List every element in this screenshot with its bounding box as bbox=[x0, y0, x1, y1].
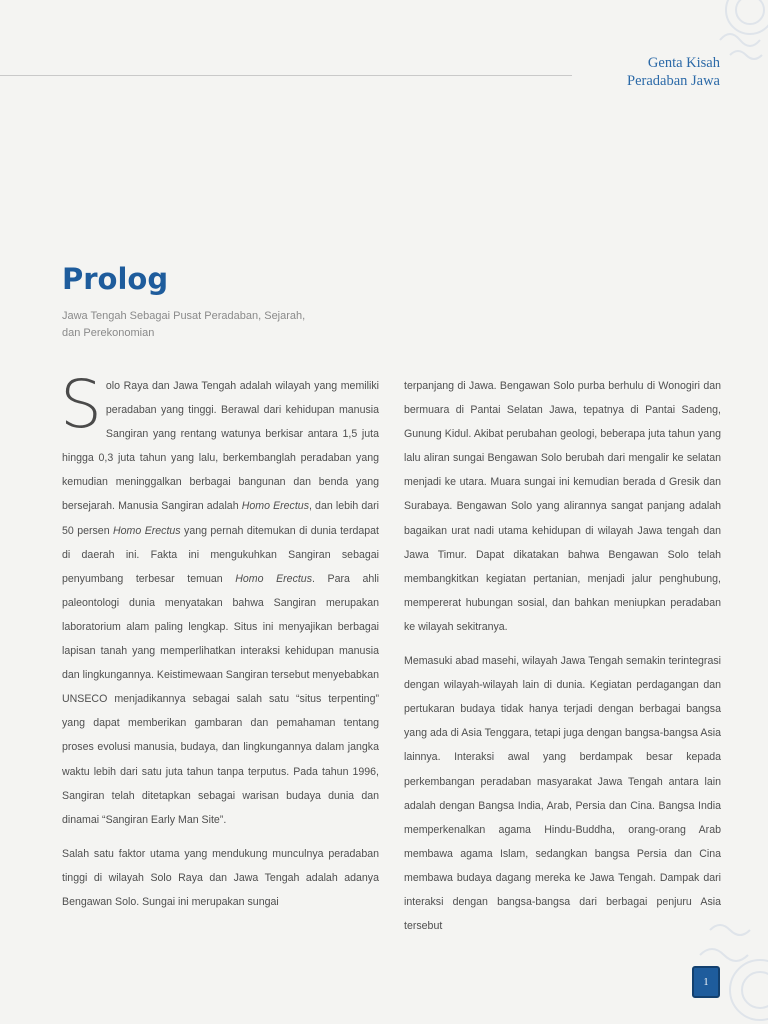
header-rule bbox=[0, 75, 572, 76]
right-paragraph-1: terpanjang di Jawa. Bengawan Solo purba berhulu di Wonogiri dan bermuara di Pantai Selatan Jawa, tepatnya di Pantai Sadeng, Gunung Kidul. Akibat perubahan geologi, beberapa juta tahun yang lalu aliran sungai Bengawan Solo berubah dari mengalir ke selatan menjadi ke utara. Muara sungai ini kemudian berada d Gresik dan Surabaya. Bengawan Solo yang alirannya sangat panjang adalah bagaikan urat nadi utama kehidupan di wilayah Jawa tengah dan Jawa Timur. Dapat dikatakan bahwa Bengawan Solo telah membangkitkan kegiatan pertanian, menjadi jalur penghubung, mempererat hubungan sosial, dan bahkan meniupkan peradaban ke wilayah sekitranya. bbox=[404, 380, 721, 633]
drop-cap: S bbox=[60, 366, 102, 443]
right-column bbox=[404, 374, 721, 948]
right-paragraph-2: Memasuki abad masehi, wilayah Jawa Tengah semakin terintegrasi dengan wilayah-wilayah lain di dunia. Kegiatan perdagangan dan pertukaran budaya tidak hanya terjadi dengan berbagai bangsa yang ada di Asia Tenggara, tetapi juga dengan bangsa-bangsa Asia lainnya. Interaksi awal yang berdampak besar kepada perkembangan peradaban masyarakat Jawa Tengah antara lain adalah dengan Bangsa India, Arab, Persia dan Cina. Bangsa India memperkenalkan agama Hindu-Buddha, orang-orang Arab membawa agama Islam, sedangkan bangsa Persia dan Cina membawa budaya dagang mereka ke Jawa Tengah. Dampak dari interaksi dengan bangsa-bangsa dari berbagai penjuru Asia tersebut bbox=[404, 655, 721, 933]
running-head-line1: Genta Kisah bbox=[647, 55, 720, 71]
chapter-subtitle: Jawa Tengah Sebagai Pusat Peradaban, Sejarah, dan Perekonomian bbox=[62, 310, 306, 339]
running-head bbox=[627, 54, 720, 90]
left-column bbox=[60, 366, 379, 924]
left-paragraph-2: Salah satu faktor utama yang mendukung munculnya peradaban tinggi di wilayah Solo Raya dan Jawa Tengah adalah adanya Bengawan Solo. Sungai ini merupakan sungai bbox=[62, 847, 379, 908]
page-number-badge: 1 bbox=[692, 966, 720, 998]
chapter-title: Prolog bbox=[62, 262, 169, 296]
left-paragraph-1: Solo Raya dan Jawa Tengah adalah wilayah yang memiliki peradaban yang tinggi. Berawal dari kehidupan manusia Sangiran yang rentang watunya berkisar antara 1,5 juta hingga 0,3 juta tahun yang lalu, berkembanglah peradaban yang kemudian meninggalkan berbagai bangunan dan benda yang bersejarah. Manusia Sangiran adalah Homo Erectus, dan lebih dari 50 persen Homo Erectus yang pernah ditemukan di dunia terdapat di daerah ini. Fakta ini mengukuhkan Sangiran sebagai penyumbang terbesar temuan Homo Erectus. Para ahli paleontologi dunia menyatakan bahwa Sangiran merupakan laboratorium alam paling lengkap. Situs ini menyajikan berbagai lapisan tanah yang memperlihatkan interaksi kehidupan manusia dan lingkungannya. Keistimewaan Sangiran tersebut menyebabkan UNSECO menjadikannya sebagai salah satu “situs terpenting” yang dapat memberikan gambaran dan pemahaman tentang proses evolusi manusia, budaya, dan lingkungannya dalam jangka waktu lebih dari satu juta tahun tanpa terputus. Pada tahun 1996, Sangiran telah ditetapkan sebagai warisan budaya dunia dan dinamai “Sangiran Early Man Site”. bbox=[60, 366, 379, 826]
running-head-line2: Peradaban Jawa bbox=[627, 73, 720, 89]
